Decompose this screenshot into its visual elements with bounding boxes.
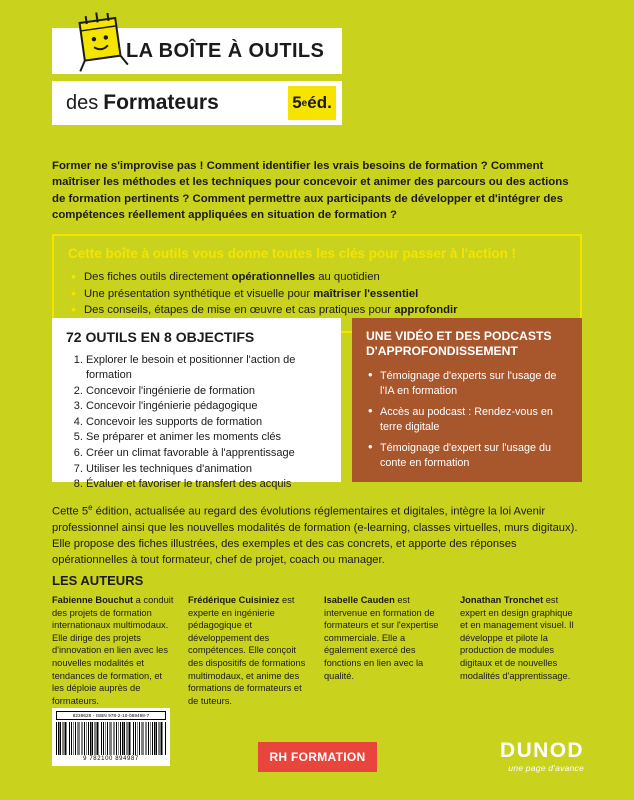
- publisher-name: DUNOD: [500, 739, 584, 762]
- list-item: • Témoignage d'experts sur l'usage de l'IA en formation: [366, 369, 570, 398]
- list-item: 5. Se préparer et animer les moments clés: [86, 430, 331, 445]
- intro-paragraph: Former ne s'improvise pas ! Comment identifier les vrais besoins de formation ? Comment maîtriser les méthodes et les techniques pour concevoir et animer des parcours ou des actions de formation pertinents ? Comment permettre aux participants de développer et d'intégrer des compétences réellement appliquées en situation de formation ?: [52, 160, 569, 222]
- author-name: Fabienne Bouchut: [52, 595, 134, 605]
- publisher-tagline: une page d'avance: [508, 763, 584, 773]
- list-item: 8. Évaluer et favoriser le transfert des acquis: [86, 477, 331, 492]
- notebook-character-icon: [72, 6, 132, 72]
- authors-list: [52, 594, 582, 707]
- edition-suffix: éd.: [307, 93, 332, 112]
- author-bio: est experte en ingénierie pédagogique et développement des compétences. Elle conçoit des dispositifs de formations multimodaux, et anime des formations de formateurs et de tuteurs.: [188, 595, 306, 706]
- author-entry: [188, 594, 310, 707]
- author-entry: [324, 594, 446, 707]
- list-item: 3. Concevoir l'ingénierie pédagogique: [86, 399, 331, 414]
- list-item: 1. Explorer le besoin et positionner l'action de formation: [86, 353, 331, 383]
- tools-objectives-title: 72 OUTILS EN 8 OBJECTIFS: [66, 329, 255, 345]
- collection-badge: RH FORMATION: [258, 742, 377, 772]
- publisher-logo: [500, 740, 584, 773]
- list-item: • Témoignage d'expert sur l'usage du conte en formation: [366, 441, 570, 470]
- title-block: [52, 28, 342, 125]
- edition-sup: e: [301, 97, 308, 109]
- list-item: • Accès au podcast : Rendez-vous en terre digitale: [366, 405, 570, 434]
- tools-objectives-box: [52, 318, 341, 491]
- author-bio: est intervenue en formation de formateurs et sur l'expertise commerciale. Elle a également exercé des fonctions en lien avec la qualité.: [324, 595, 439, 681]
- tools-objectives-list: [66, 353, 331, 492]
- barcode-isbn: 8239628 - ISBN 978-2-10-089498-7: [56, 711, 166, 720]
- title-sub-article: des: [66, 91, 99, 114]
- list-item: 7. Utiliser les techniques d'animation: [86, 462, 331, 477]
- list-item: 4. Concevoir les supports de formation: [86, 415, 331, 430]
- barcode-number: 9 782100 894987: [83, 756, 139, 762]
- author-name: Frédérique Cuisiniez: [188, 595, 280, 605]
- title-main-text: LA BOÎTE À OUTILS: [126, 39, 325, 62]
- list-item: 6. Créer un climat favorable à l'apprentissage: [86, 446, 331, 461]
- barcode-bars: [56, 722, 166, 755]
- list-item: 2. Concevoir l'ingénierie de formation: [86, 384, 331, 399]
- list-item: • Une présentation synthétique et visuelle pour maîtriser l'essentiel: [68, 286, 568, 303]
- list-item: • Des fiches outils directement opérationnelles au quotidien: [68, 269, 568, 286]
- author-bio: est expert en design graphique et en management visuel. Il développe et pilote la production de modules digitaux et de nouvelles modalités d'apprentissage.: [460, 595, 574, 681]
- edition-paragraph: Cette 5e édition, actualisée au regard des évolutions réglementaires et digitales, intègre la loi Avenir professionnel ainsi que les nouvelles modalités de formation (e-learning, classes virtuelles, murs digitaux). Elle propose des fiches illustrées, des exemples et des cas concrets, et apporte des réponses opérationnelles à tout formateur, chef de projet, coach ou manager.: [52, 503, 578, 567]
- video-podcast-list: [366, 369, 570, 471]
- authors-heading: LES AUTEURS: [52, 573, 144, 588]
- title-sub-text: Formateurs: [103, 91, 219, 114]
- edition-badge: [288, 86, 336, 120]
- barcode: [52, 708, 170, 766]
- video-podcast-box: [352, 318, 582, 482]
- author-entry: [52, 594, 174, 707]
- author-name: Jonathan Tronchet: [460, 595, 544, 605]
- author-bio: a conduit des projets de formation internationaux multimodaux. Elle dirige des projets d'innovation en lien avec les nouvelles modalités et tendances de formation, et les déploie auprès de formateurs.: [52, 595, 174, 706]
- author-name: Isabelle Cauden: [324, 595, 395, 605]
- edition-number: 5: [292, 93, 302, 112]
- video-podcast-title: UNE VIDÉO ET DES PODCASTS D'APPROFONDISSEMENT: [366, 329, 552, 358]
- key-benefits-title: Cette boîte à outils vous donne toutes les clés pour passer à l'action !: [68, 246, 517, 261]
- key-benefits-list: [68, 269, 568, 319]
- title-sub: [52, 81, 342, 125]
- list-item: • Des conseils, étapes de mise en œuvre et cas pratiques pour approfondir: [68, 302, 568, 319]
- author-entry: [460, 594, 582, 707]
